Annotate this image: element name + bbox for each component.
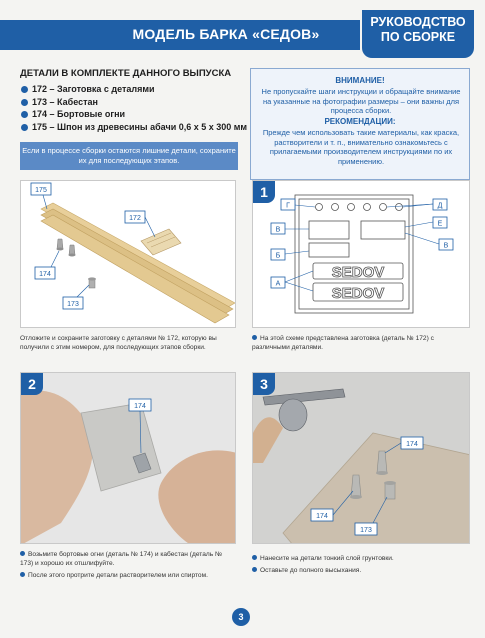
list-item: 175 – Шпон из древесины абачи 0,6 х 5 х 300 мм: [20, 121, 247, 134]
step2-caption: [20, 550, 236, 580]
list-item: 172 – Заготовка с деталями: [20, 83, 247, 96]
guide-line-1: РУКОВОДСТВО: [370, 15, 466, 29]
label-173: 173: [67, 301, 79, 308]
step2-panel: [20, 372, 236, 544]
parts-illustration: [21, 181, 236, 328]
list-item: 173 – Кабестан: [20, 96, 247, 109]
guide-badge-text: [362, 15, 474, 45]
parts-photo: [20, 180, 236, 328]
label-174: 174: [39, 271, 51, 278]
warning-heading: ВНИМАНИЕ!: [335, 76, 385, 85]
recommendations-heading: РЕКОМЕНДАЦИИ:: [324, 117, 396, 126]
label-174: 174: [134, 403, 146, 410]
step-number: 1: [253, 181, 275, 203]
caption-text: Нанесите на детали тонкий слой грунтовки.: [260, 555, 394, 562]
step3-panel: [252, 372, 470, 544]
label-172: 172: [129, 215, 141, 222]
list-item: 174 – Бортовые огни: [20, 108, 247, 121]
parts-list: [20, 83, 247, 133]
label-v-right: В: [443, 242, 449, 250]
label-174-top: 174: [406, 441, 418, 448]
label-g: Г: [286, 202, 290, 210]
caption-line-2: [252, 566, 470, 575]
keep-parts-note: Если в процессе сборки остаются лишние детали, сохраните их для последующих этапов.: [20, 142, 238, 170]
bullet-icon: [20, 572, 25, 577]
guide-line-2: ПО СБОРКЕ: [380, 30, 456, 44]
caption-line-1: [252, 554, 470, 563]
capstan: [88, 277, 96, 288]
plate-name-upper: SEDOV: [331, 264, 385, 281]
sanding-illustration: [21, 373, 236, 544]
photo1-caption: [20, 334, 236, 352]
bullet-icon: [252, 555, 257, 560]
caption-line-1: [20, 550, 236, 568]
warning-text: Не пропускайте шаги инструкции и обращайте внимание на указанные на фотографии размеры – они важны для процесса сборки.: [261, 87, 461, 115]
step1-caption: [252, 334, 470, 352]
caption-text: Оставьте до полного высыхания.: [260, 567, 362, 574]
label-175: 175: [35, 187, 47, 194]
caption-text: После этого протрите детали растворителем или спиртом.: [28, 572, 208, 579]
label-d: Д: [437, 202, 443, 210]
caption-text: На этой схеме представлена заготовка (деталь № 172) с различными деталями.: [252, 335, 434, 351]
plate-name-lower: SEDOV: [331, 285, 385, 302]
caption-text: Отложите и сохраните заготовку с деталями № 172, которую вы получили с этим номером, для последующих этапов сборки.: [20, 335, 217, 351]
parts-heading: ДЕТАЛИ В КОМПЛЕКТЕ ДАННОГО ВЫПУСКА: [20, 68, 232, 79]
bullet-icon: [252, 567, 257, 572]
step1-panel: [252, 180, 470, 328]
step3-caption: [252, 554, 470, 575]
label-v-left: В: [275, 226, 281, 234]
caption-text: Возьмите бортовые огни (деталь № 174) и кабестан (деталь № 173) и хорошо их отшлифуйте.: [20, 551, 223, 567]
label-e: Е: [437, 220, 443, 228]
step-number: 3: [253, 373, 275, 395]
page-number: 3: [232, 608, 250, 626]
recommendations-text: Прежде чем использовать такие материалы, как краска, растворители и т. п., внимательно ознакомьтесь с прилагаемыми производителем инструкциями по их применению.: [262, 128, 460, 166]
priming-illustration: [253, 373, 470, 544]
bullet-icon: [20, 551, 25, 556]
page-title: МОДЕЛЬ БАРКА «СЕДОВ»: [132, 26, 320, 42]
label-a: А: [275, 280, 281, 288]
bullet-icon: [252, 335, 257, 340]
sheet-diagram: [253, 181, 470, 328]
label-b: Б: [275, 252, 281, 260]
step-number: 2: [21, 373, 43, 395]
caption-line-2: [20, 571, 236, 580]
label-173: 173: [360, 527, 372, 534]
label-174-left: 174: [316, 513, 328, 520]
